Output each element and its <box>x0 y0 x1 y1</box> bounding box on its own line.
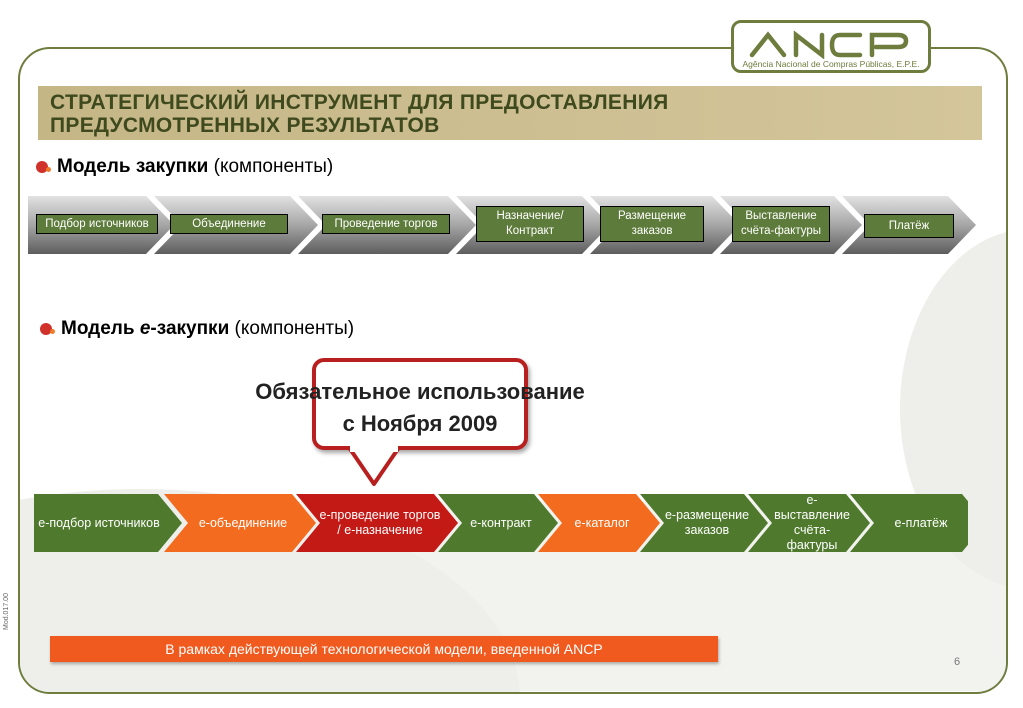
title-line-1: СТРАТЕГИЧЕСКИЙ ИНСТРУМЕНТ ДЛЯ ПРЕДОСТАВЛЕНИЯ <box>50 91 669 114</box>
logo-subtitle: Agência Nacional de Compras Públicas, E.P.E. <box>742 59 920 69</box>
page-title <box>38 86 982 140</box>
section1-normal: (компоненты) <box>213 156 334 177</box>
procurement-step-label: Платёж <box>864 214 954 238</box>
section2-bold-prefix: Модель <box>61 318 140 339</box>
callout-text <box>200 376 640 440</box>
procurement-step-label: Подбор источников <box>36 214 158 234</box>
procurement-step-label: Назначение/ Контракт <box>476 206 584 242</box>
page-number: 6 <box>954 656 961 668</box>
callout-line-2: с Ноября 2009 <box>342 411 498 436</box>
eprocurement-step-label: e-объединение <box>198 515 288 530</box>
eprocurement-step-label: e-каталог <box>574 515 630 530</box>
ancp-logo-icon <box>748 29 916 59</box>
eprocurement-step-label: e-контракт <box>470 515 532 530</box>
procurement-step-label: Проведение торгов <box>322 214 450 234</box>
eprocurement-step-label: e-выставление счёта-фактуры <box>774 493 850 552</box>
callout-pointer <box>346 446 412 492</box>
section1-bold: Модель закупки <box>57 156 209 177</box>
bullet-icon <box>36 161 51 173</box>
eprocurement-step-label: e-проведение торгов / e-назначение <box>319 508 441 537</box>
eprocurement-step-label: e-подбор источников <box>38 515 160 530</box>
eprocurement-step-label: e-размещение заказов <box>664 508 750 537</box>
section-eprocurement-model <box>40 318 354 340</box>
bullet-icon <box>40 323 55 335</box>
section-procurement-model <box>36 156 333 178</box>
section2-normal: (компоненты) <box>234 318 355 339</box>
procurement-step-label: Объединение <box>170 214 288 234</box>
eprocurement-step-label: e-платёж <box>894 515 948 530</box>
callout-line-1: Обязательное использование <box>255 379 585 404</box>
section2-italic: e <box>139 318 151 339</box>
procurement-step-label: Размещение заказов <box>600 206 704 242</box>
ancp-logo <box>731 20 931 73</box>
footer-note: В рамках действующей технологической модели, введенной ANCP <box>50 636 718 662</box>
section2-bold-suffix: -закупки <box>150 318 230 339</box>
procurement-step-label: Выставление счёта-фактуры <box>732 206 830 242</box>
side-label: Mod.017.00 <box>3 593 10 630</box>
title-line-2: ПРЕДУСМОТРЕННЫХ РЕЗУЛЬТАТОВ <box>50 114 440 137</box>
